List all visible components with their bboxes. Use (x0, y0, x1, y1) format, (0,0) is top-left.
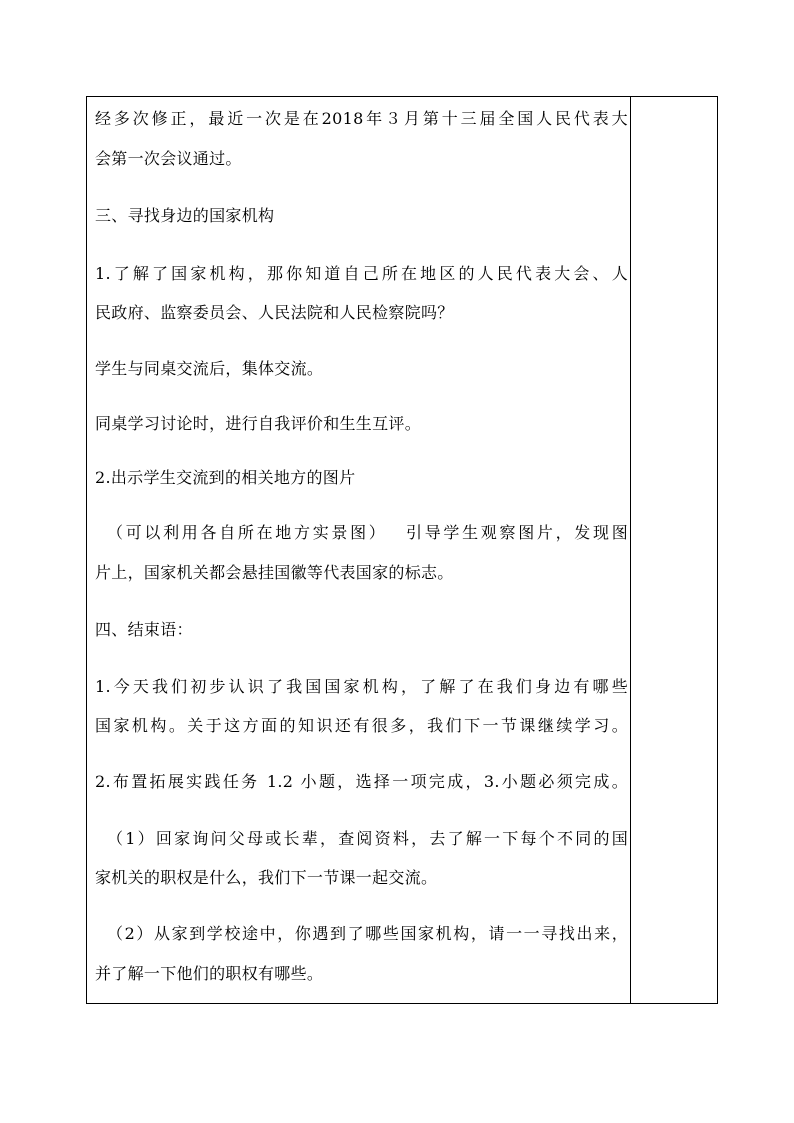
text-line: 2.出示学生交流到的相关地方的图片 (95, 468, 356, 487)
text-line: 经多次修正，最近一次是在2018年３月第十三届全国人民代表大 (95, 109, 628, 128)
text-line: 2.布置拓展实践任务 1.2 小题，选择一项完成，3.小题必须完成。 (95, 772, 628, 791)
text-line: 学生与同桌交流后，集体交流。 (95, 359, 324, 378)
section-heading: 四、结束语： (95, 620, 193, 639)
text-line: 家机关的职权是什么，我们下一节课一起交流。 (95, 868, 438, 887)
text-line: （2）从家到学校途中，你遇到了哪些国家机构，请一一寻找出来， (107, 924, 628, 943)
lesson-table (86, 96, 718, 1004)
text-line: 1.了解了国家机构，那你知道自己所在地区的人民代表大会、人 (95, 264, 628, 283)
text-line: 国家机构。关于这方面的知识还有很多，我们下一节课继续学习。 (95, 716, 628, 735)
section-heading: 三、寻找身边的国家机构 (95, 206, 275, 225)
text-line: 民政府、监察委员会、人民法院和人民检察院吗？ (95, 303, 454, 322)
text-line: 并了解一下他们的职权有哪些。 (95, 964, 324, 983)
text-line: 同桌学习讨论时，进行自我评价和生生互评。 (95, 414, 422, 433)
text-line: （1）回家询问父母或长辈，查阅资料，去了解一下每个不同的国 (107, 829, 628, 848)
text-line: 片上，国家机关都会悬挂国徽等代表国家的标志。 (95, 563, 454, 582)
text-line: 1.今天我们初步认识了我国国家机构，了解了在我们身边有哪些 (95, 677, 628, 696)
notes-cell (631, 97, 717, 1003)
content-cell (87, 97, 631, 1003)
text-line: （可以利用各自所在地方实景图） 引导学生观察图片，发现图 (107, 523, 628, 542)
text-line: 会第一次会议通过。 (95, 149, 242, 168)
